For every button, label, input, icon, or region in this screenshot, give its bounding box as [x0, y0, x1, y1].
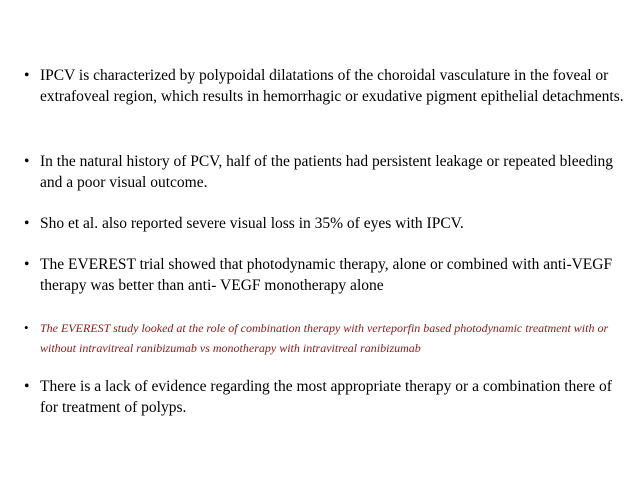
bullet-text: IPCV is characterized by polypoidal dilatations of the choroidal vasculature in the foveal or extrafoveal region, which results in hemorrhagic or exudative pigment epithelial detachments. [40, 67, 624, 105]
bullet-text: The EVEREST trial showed that photodynamic therapy, alone or combined with anti-VEGF therapy was better than anti- VEGF monotherapy alone [40, 256, 613, 294]
bullet-marker: • [24, 378, 30, 395]
bullet-text-note: The EVEREST study looked at the role of combination therapy with verteporfin based photodynamic treatment with or without intravitreal ranibizumab vs monotherapy with intravitreal ranibizumab [40, 321, 609, 355]
bullet-marker: • [24, 256, 30, 273]
bullet-text: Sho et al. also reported severe visual loss in 35% of eyes with IPCV. [40, 215, 464, 232]
bullet-marker: • [24, 67, 30, 84]
bullet-marker: • [24, 215, 30, 232]
bullet-text: There is a lack of evidence regarding the most appropriate therapy or a combination there of for treatment of polyps. [40, 378, 612, 416]
bullet-text: In the natural history of PCV, half of the patients had persistent leakage or repeated bleeding and a poor visual outcome. [40, 153, 614, 191]
bullet-marker: • [24, 153, 30, 170]
bullet-marker: • [24, 320, 29, 335]
